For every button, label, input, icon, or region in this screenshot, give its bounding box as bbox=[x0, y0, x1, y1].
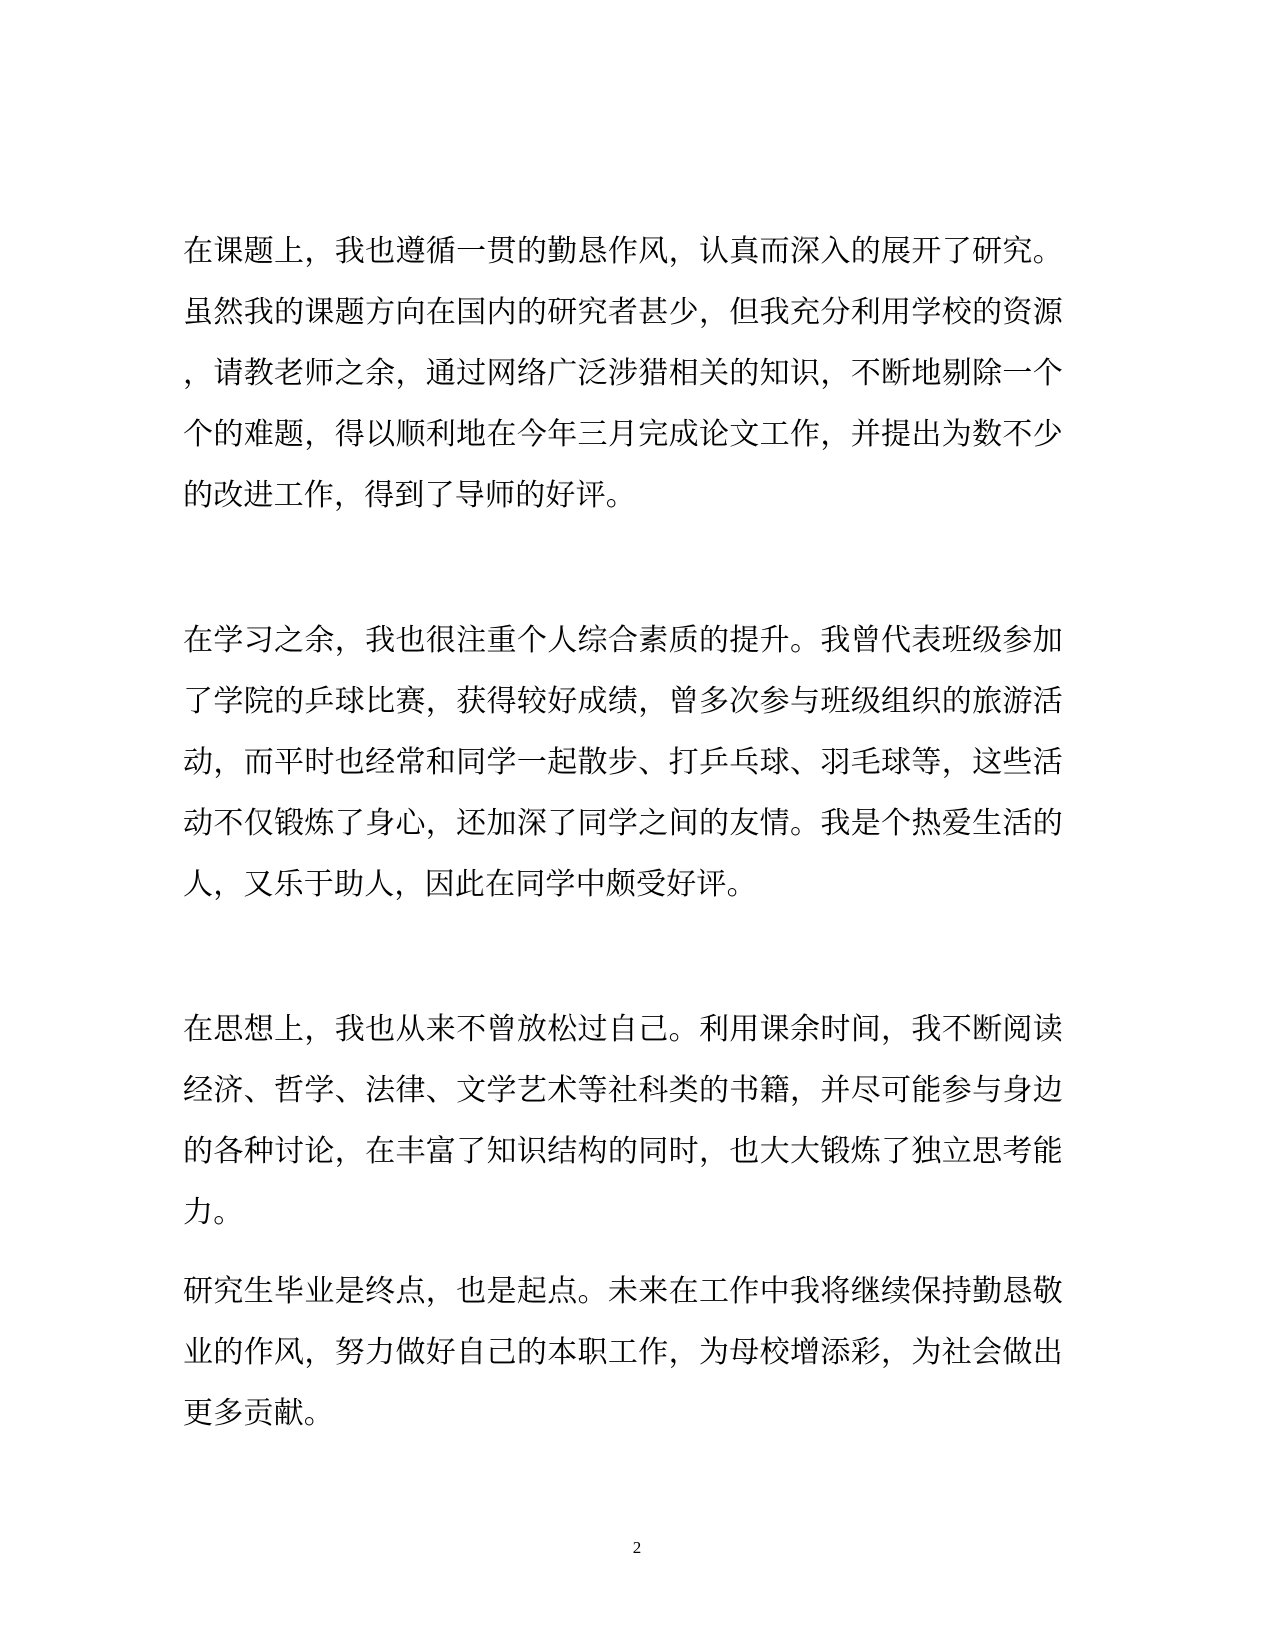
paragraph-extracurricular: 在学习之余，我也很注重个人综合素质的提升。我曾代表班级参加了学院的乒球比赛，获得较好成绩，曾多次参与班级组织的旅游活动，而平时也经常和同学一起散步、打乒乓球、羽毛球等，这些活动不仅锻炼了身心，还加深了同学之间的友情。我是个热爱生活的人，又乐于助人，因此在同学中颇受好评。 bbox=[183, 623, 1063, 902]
paragraph-research: 在课题上，我也遵循一贯的勤恳作风，认真而深入的展开了研究。虽然我的课题方向在国内的研究者甚少，但我充分利用学校的资源，请教老师之余，通过网络广泛涉猎相关的知识，不断地剔除一个个的难题，得以顺利地在今年三月完成论文工作，并提出为数不少的改进工作，得到了导师的好评。 bbox=[183, 234, 1063, 513]
paragraph-conclusion: 研究生毕业是终点，也是起点。未来在工作中我将继续保持勤恳敬业的作风，努力做好自己的本职工作，为母校增添彩，为社会做出更多贡献。 bbox=[183, 1274, 1063, 1431]
page-number: 2 bbox=[632, 1538, 642, 1557]
paragraph-ideology: 在思想上，我也从来不曾放松过自己。利用课余时间，我不断阅读经济、哲学、法律、文学艺术等社科类的书籍，并尽可能参与身边的各种讨论，在丰富了知识结构的同时，也大大锻炼了独立思考能力。 bbox=[183, 1012, 1063, 1230]
